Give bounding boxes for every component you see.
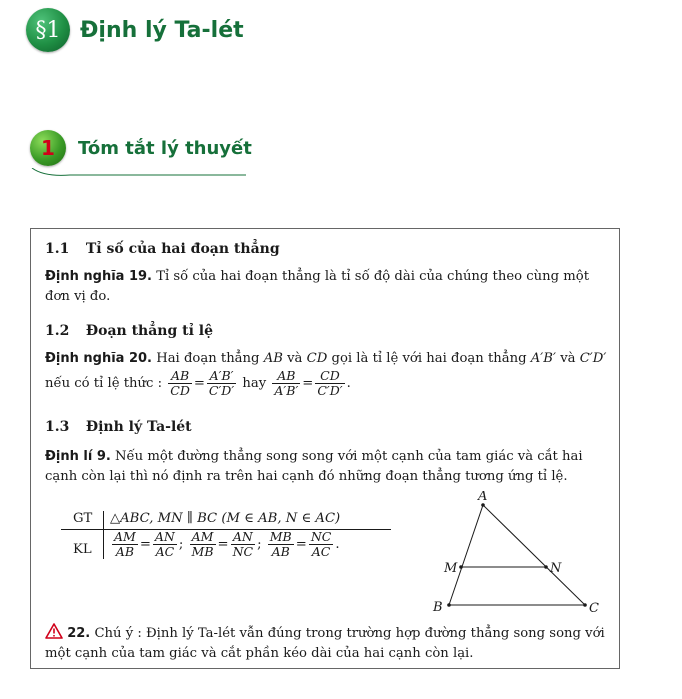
subsection-title: Đoạn thẳng tỉ lệ (85, 323, 214, 339)
numerator: AN (231, 530, 256, 545)
fraction (268, 530, 294, 559)
subsection-title: Định lý Ta-lét (85, 419, 192, 435)
numerator: AB (272, 369, 300, 384)
definition-19 (45, 267, 607, 307)
point-c (583, 603, 587, 607)
denominator: AB (115, 544, 135, 559)
denominator: CD (170, 383, 190, 398)
denominator: AB (271, 544, 290, 559)
numerator: MB (269, 529, 292, 544)
side-ac (483, 505, 585, 605)
fraction (153, 530, 177, 559)
separator: ; (178, 537, 184, 552)
equals-sign: = (139, 537, 151, 552)
numerator: AB (168, 369, 192, 384)
label-c: C (589, 601, 599, 616)
section-underline (30, 168, 246, 178)
conjunction: hay (242, 376, 267, 391)
equals-sign: = (302, 376, 314, 391)
segment-label: AB (263, 351, 283, 366)
point-b (447, 603, 451, 607)
label-b: B (433, 600, 443, 615)
note-text: Định lý Ta-lét vẫn đúng trong trường hợp đường thẳng song song với một cạnh của tam giác và cắt phần kéo dài của hai cạnh còn lại. (45, 626, 605, 661)
label-a: A (478, 491, 488, 504)
subsection-number: 1.3 (45, 419, 70, 435)
subsection-1-3 (45, 419, 192, 435)
denominator: A′B′ (274, 383, 299, 398)
theorem-label: Định lí 9. (45, 449, 111, 464)
subsection-1-1 (45, 241, 280, 257)
subsection-title: Tỉ số của hai đoạn thẳng (85, 241, 280, 257)
numerator: A′B′ (207, 369, 236, 384)
side-ab (449, 505, 483, 605)
conclusion-label: KL (73, 542, 92, 557)
equals-sign: = (193, 376, 205, 391)
definition-text: Hai đoạn thẳng (156, 351, 260, 366)
denominator: AC (311, 544, 331, 559)
section-title: Tóm tắt lý thuyết (78, 137, 252, 159)
label-m: M (444, 561, 458, 576)
subsection-number: 1.2 (45, 323, 70, 339)
conjunction: và (560, 351, 576, 366)
chapter-heading (26, 8, 244, 52)
point-n (544, 565, 548, 569)
conjunction: và (287, 351, 303, 366)
point-m (459, 565, 463, 569)
fraction (309, 530, 334, 559)
note-prefix: Chú ý : (94, 626, 142, 641)
definition-label: Định nghĩa 20. (45, 351, 152, 366)
subsection-1-2 (45, 323, 213, 339)
theorem-text: Nếu một đường thẳng song song với một cạnh của tam giác và cắt hai cạnh còn lại thì nó định ra trên hai cạnh đó những đoạn thẳng tương ứng tỉ lệ. (45, 449, 583, 484)
period: . (346, 376, 351, 391)
chapter-title: Định lý Ta-lét (80, 17, 244, 43)
numerator: AM (114, 529, 136, 544)
denominator: AC (155, 544, 175, 559)
definition-text: gọi là tỉ lệ với hai đoạn thẳng (331, 351, 527, 366)
definition-20 (45, 349, 607, 398)
fraction (272, 369, 300, 398)
conclusion-content (110, 530, 340, 559)
numerator: AN (154, 529, 175, 544)
period: . (335, 537, 340, 552)
numerator: NC (310, 529, 332, 544)
section-heading (30, 128, 252, 168)
denominator: MB (191, 544, 214, 559)
segment-label: C′D′ (579, 351, 607, 366)
fraction (315, 369, 344, 398)
note-label: 22. (67, 626, 91, 641)
theorem-9 (45, 447, 607, 487)
numerator: CD (315, 369, 344, 384)
denominator: C′D′ (317, 383, 343, 398)
warning-icon (45, 623, 63, 639)
fraction (112, 530, 138, 559)
definition-label: Định nghĩa 19. (45, 269, 152, 284)
subsection-number: 1.1 (45, 241, 70, 257)
segment-label: A′B′ (530, 351, 556, 366)
fraction (168, 369, 192, 398)
equals-sign: = (295, 537, 307, 552)
hypothesis-label: GT (73, 511, 93, 526)
definition-text: Tỉ số của hai đoạn thẳng là tỉ số độ dài của chúng theo cùng một đơn vị đo. (45, 269, 590, 304)
chapter-number-badge: §1 (26, 8, 70, 52)
hypothesis-row (61, 509, 391, 529)
separator: ; (257, 537, 262, 552)
denominator: NC (232, 544, 254, 559)
numerator: AM (190, 530, 216, 545)
fraction (231, 530, 256, 559)
fraction (207, 369, 236, 398)
label-n: N (550, 561, 562, 576)
denominator: C′D′ (208, 383, 235, 398)
fraction (190, 530, 216, 559)
conclusion-row (61, 530, 391, 570)
theory-box (30, 228, 620, 669)
hypothesis-content: △ABC, MN ∥ BC (M ∈ AB, N ∈ AC) (110, 511, 341, 526)
equals-sign: = (217, 537, 229, 552)
triangle-diagram (431, 491, 611, 621)
section-number-badge: 1 (30, 130, 66, 166)
segment-label: CD (306, 351, 328, 366)
definition-text: nếu có tỉ lệ thức : (45, 376, 163, 391)
note-22 (45, 623, 607, 664)
